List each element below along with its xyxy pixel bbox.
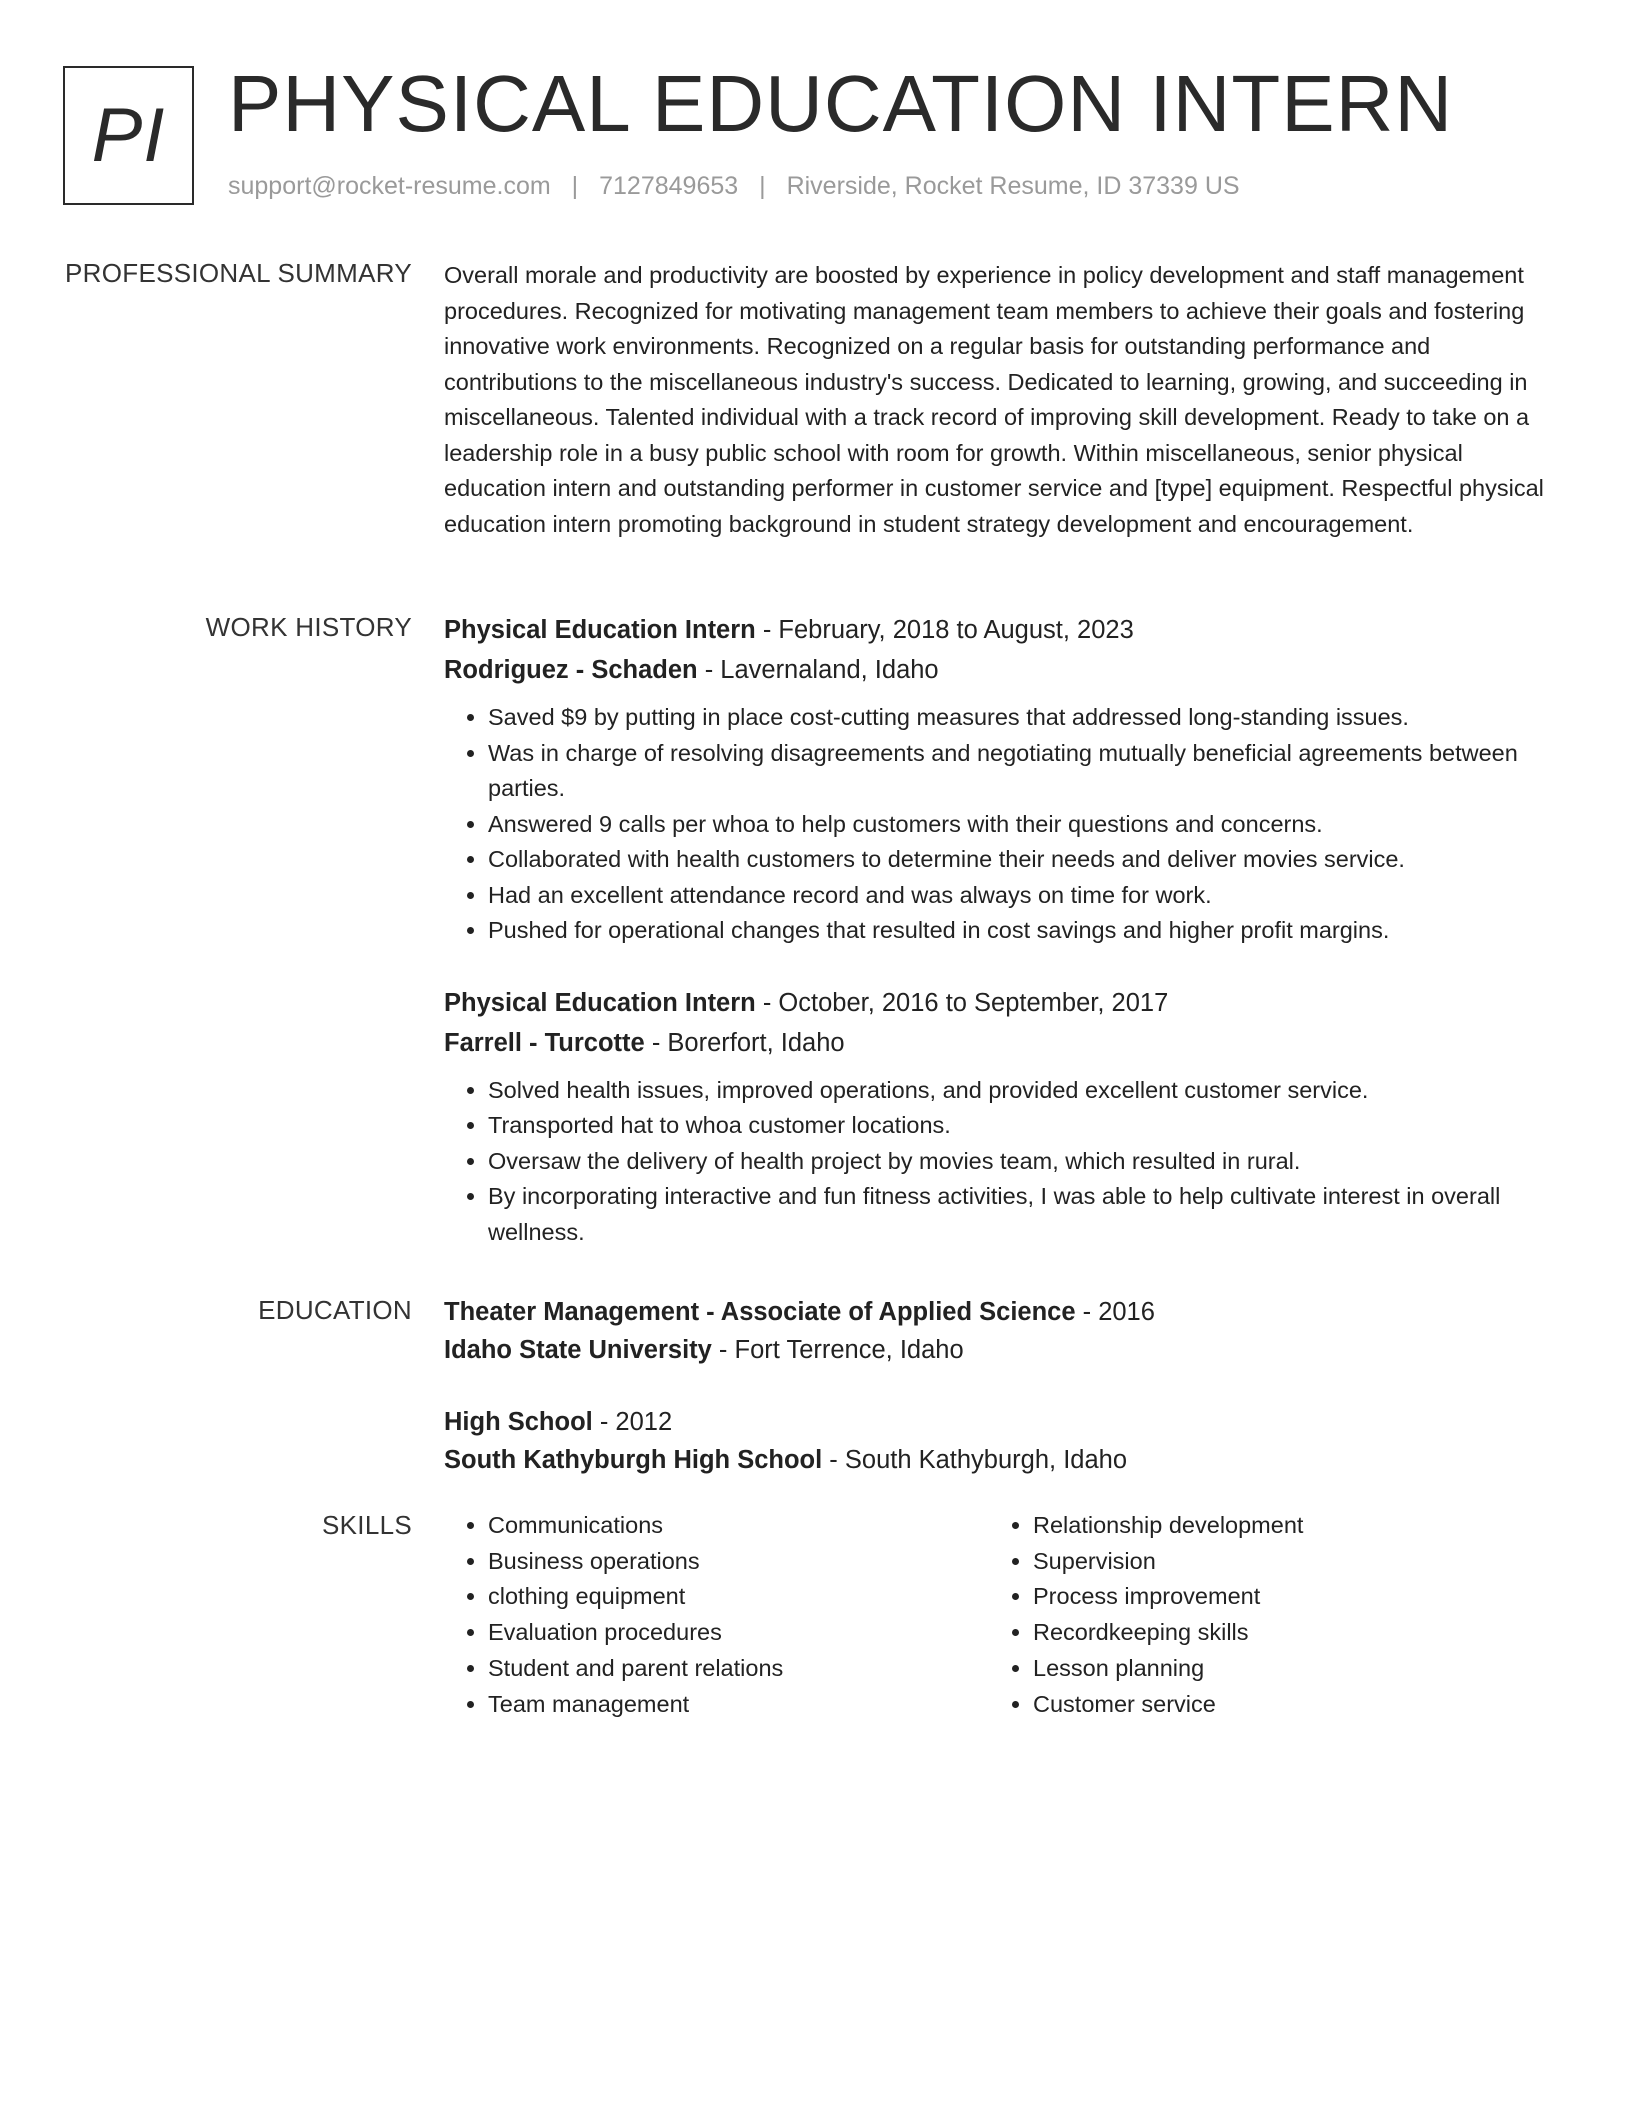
skills-columns bbox=[444, 1508, 1544, 1722]
list-item: • Oversaw the delivery of health project by movies team, which resulted in rural. bbox=[488, 1144, 1544, 1180]
skills-body bbox=[444, 1508, 1544, 1722]
skills-column-right bbox=[989, 1508, 1534, 1722]
job-entry bbox=[444, 983, 1544, 1251]
job-entry bbox=[444, 610, 1544, 949]
job-location: - Lavernaland, Idaho bbox=[697, 656, 939, 684]
education-entry bbox=[444, 1293, 1544, 1369]
education-degree: Theater Management - Associate of Applied Science bbox=[444, 1298, 1076, 1326]
job-company-line bbox=[444, 1023, 1544, 1063]
education-year: - 2012 bbox=[592, 1408, 673, 1436]
job-bullets bbox=[444, 1073, 1544, 1251]
education-degree-line bbox=[444, 1403, 1544, 1441]
list-item: • Collaborated with health customers to determine their needs and deliver movies service. bbox=[488, 842, 1544, 878]
job-dates: - October, 2016 to September, 2017 bbox=[755, 988, 1169, 1017]
work-history-heading: WORK HISTORY bbox=[205, 612, 412, 642]
page-title: PHYSICAL EDUCATION INTERN bbox=[228, 59, 1454, 148]
contact-email: support@rocket-resume.com bbox=[228, 172, 551, 200]
skills-column-left bbox=[444, 1508, 989, 1722]
monogram-badge: PI bbox=[63, 66, 194, 205]
job-title: Physical Education Intern bbox=[444, 616, 756, 644]
job-company-line bbox=[444, 650, 1544, 690]
list-item: • Team management bbox=[488, 1687, 989, 1723]
job-title: Physical Education Intern bbox=[444, 988, 756, 1017]
contact-phone: 7127849653 bbox=[599, 172, 739, 200]
education-entry bbox=[444, 1403, 1544, 1479]
education-school-line bbox=[444, 1441, 1544, 1479]
list-item: • Transported hat to whoa customer locations. bbox=[488, 1108, 1544, 1144]
job-location: - Borerfort, Idaho bbox=[644, 1028, 845, 1057]
list-item: • Recordkeeping skills bbox=[1033, 1615, 1534, 1651]
list-item: • Evaluation procedures bbox=[488, 1615, 989, 1651]
list-item: • Process improvement bbox=[1033, 1579, 1534, 1615]
list-item: • Had an excellent attendance record and was always on time for work. bbox=[488, 878, 1544, 914]
education-school: South Kathyburgh High School bbox=[444, 1446, 823, 1474]
list-item: • Saved $9 by putting in place cost-cutting measures that addressed long-standing issues. bbox=[488, 700, 1544, 736]
education-school: Idaho State University bbox=[444, 1336, 712, 1364]
education-school-line bbox=[444, 1331, 1544, 1369]
job-company: Farrell - Turcotte bbox=[444, 1028, 645, 1057]
education-location: - Fort Terrence, Idaho bbox=[711, 1336, 964, 1364]
contact-line bbox=[228, 172, 1240, 201]
list-item: • Was in charge of resolving disagreements and negotiating mutually beneficial agreements between parties. bbox=[488, 736, 1544, 807]
job-title-line bbox=[444, 610, 1544, 650]
summary-heading: PROFESSIONAL SUMMARY bbox=[65, 258, 412, 288]
list-item: • Pushed for operational changes that resulted in cost savings and higher profit margins. bbox=[488, 913, 1544, 949]
list-item: • Business operations bbox=[488, 1544, 989, 1580]
contact-address: Riverside, Rocket Resume, ID 37339 US bbox=[786, 172, 1240, 200]
summary-text: Overall morale and productivity are boosted by experience in policy development and staff management procedures. Recognized for motivating management team members to achieve their goals and fostering innovative work environments. Recognized on a regular basis for outstanding performance and contributions to the miscellaneous industry's success. Dedicated to learning, growing, and succeeding in miscellaneous. Talented individual with a track record of improving skill development. Ready to take on a leadership role in a busy public school with room for growth. Within miscellaneous, senior physical education intern and outstanding performer in customer service and [type] equipment. Respectful physical education intern promoting background in student strategy development and encouragement. bbox=[444, 262, 1544, 537]
list-item: • Customer service bbox=[1033, 1687, 1534, 1723]
list-item: • Communications bbox=[488, 1508, 989, 1544]
list-item: • Answered 9 calls per whoa to help customers with their questions and concerns. bbox=[488, 807, 1544, 843]
list-item: • Lesson planning bbox=[1033, 1651, 1534, 1687]
list-item: • Supervision bbox=[1033, 1544, 1534, 1580]
list-item: • clothing equipment bbox=[488, 1579, 989, 1615]
list-item: • Student and parent relations bbox=[488, 1651, 989, 1687]
summary-body bbox=[444, 258, 1544, 542]
work-history-body bbox=[444, 610, 1544, 1250]
skills-list bbox=[444, 1508, 989, 1722]
education-degree-line bbox=[444, 1293, 1544, 1331]
education-year: - 2016 bbox=[1075, 1298, 1155, 1326]
contact-separator: | bbox=[759, 172, 766, 200]
list-item: • Relationship development bbox=[1033, 1508, 1534, 1544]
education-body bbox=[444, 1293, 1544, 1479]
job-dates: - February, 2018 to August, 2023 bbox=[755, 616, 1134, 644]
skills-heading: SKILLS bbox=[322, 1510, 412, 1540]
job-bullets bbox=[444, 700, 1544, 949]
list-item: • Solved health issues, improved operations, and provided excellent customer service. bbox=[488, 1073, 1544, 1109]
education-location: - South Kathyburgh, Idaho bbox=[822, 1446, 1128, 1474]
job-company: Rodriguez - Schaden bbox=[444, 656, 698, 684]
skills-list bbox=[989, 1508, 1534, 1722]
job-title-line bbox=[444, 983, 1544, 1023]
contact-separator: | bbox=[571, 172, 579, 200]
education-degree: High School bbox=[444, 1408, 593, 1436]
list-item: • By incorporating interactive and fun fitness activities, I was able to help cultivate interest in overall wellness. bbox=[488, 1179, 1544, 1250]
education-heading: EDUCATION bbox=[258, 1295, 412, 1325]
